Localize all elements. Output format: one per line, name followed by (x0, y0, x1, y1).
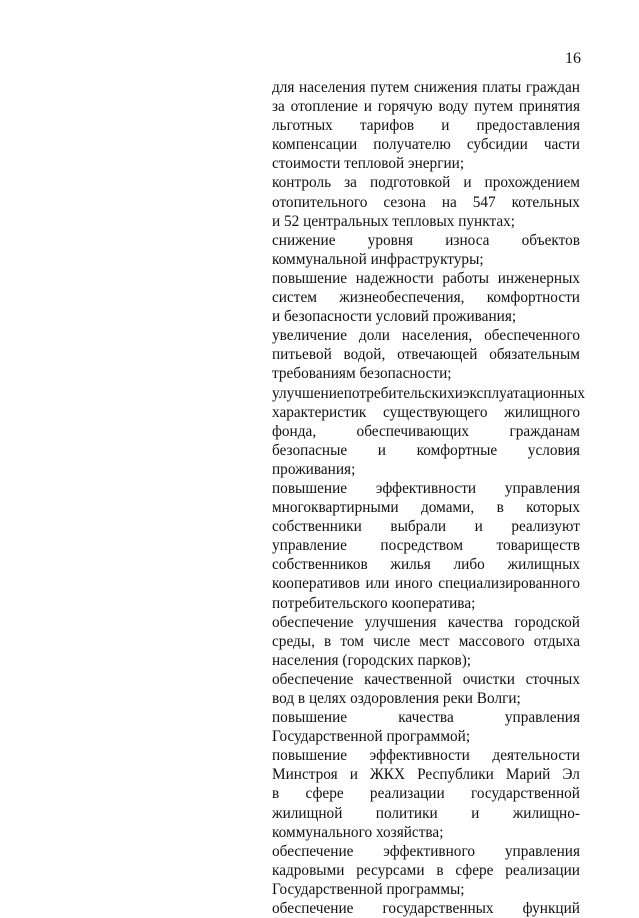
text-word: и (363, 98, 372, 116)
text-word: комфортности (486, 289, 580, 307)
text-word: населения, (401, 327, 473, 345)
text-word: в (496, 499, 504, 517)
text-word: путем (370, 79, 410, 96)
text-line (272, 804, 580, 823)
text-word: вод в целях оздоровления реки Волги; (272, 690, 521, 707)
text-word: городской (514, 613, 580, 631)
text-word: обеспечение (272, 842, 354, 860)
text-word: государственной (470, 785, 580, 803)
text-word: домами, (420, 499, 475, 517)
text-word: повышение (272, 479, 348, 497)
text-word: тарифов (359, 117, 415, 135)
text-word: и безопасности условий проживания; (272, 308, 517, 326)
text-word: посредством (380, 537, 464, 555)
text-word: улучшения (364, 613, 437, 631)
text-word: на (441, 193, 457, 211)
text-word: Эл (562, 766, 580, 784)
text-word: сфере (455, 861, 494, 879)
text-word: эксплуатационных (462, 384, 585, 402)
text-word: питьевой (272, 346, 332, 364)
text-line (272, 765, 580, 784)
text-word: либо (453, 556, 485, 574)
text-line (272, 364, 580, 383)
text-word: ЖКХ (370, 766, 405, 784)
text-word: отдыха (533, 632, 580, 650)
text-word: выбрали (390, 518, 447, 536)
text-word: предоставления (476, 117, 580, 135)
text-word: и 52 центральных тепловых пунктах; (272, 212, 516, 230)
text-word: в (272, 785, 280, 803)
text-word: эффективности (369, 747, 470, 765)
text-word: Минстроя (272, 766, 338, 784)
text-word: существующего (383, 403, 488, 421)
text-word: и (463, 174, 472, 192)
text-word: граждан (525, 79, 580, 96)
text-word: иного (395, 575, 433, 593)
text-word: обеспечивающих (356, 422, 470, 440)
text-word: управление (272, 537, 347, 555)
text-word: потребительского кооператива; (272, 594, 476, 612)
text-word: очистки (462, 670, 515, 688)
text-word: уровня (367, 231, 414, 249)
text-line (272, 403, 580, 422)
text-word: числе (373, 632, 411, 650)
body-text (272, 78, 585, 918)
text-word: прохождением (484, 174, 580, 192)
text-word: или (365, 575, 390, 593)
text-word: сточных (525, 670, 580, 688)
text-word: населения (городских парков); (272, 651, 472, 669)
text-line (272, 689, 580, 708)
text-word: обеспечение (272, 670, 354, 688)
text-word: снижения (413, 79, 478, 96)
text-line (272, 784, 580, 803)
text-line (272, 651, 580, 670)
text-word: коммунального хозяйства; (272, 823, 444, 841)
text-word: жизнеобеспечения, (339, 289, 465, 307)
text-word: за (344, 174, 357, 192)
text-line (272, 479, 580, 498)
text-word: износа (445, 231, 490, 249)
text-word: улучшение (272, 384, 344, 402)
text-word: кооперативов (272, 575, 360, 593)
text-word: гражданам (509, 422, 580, 440)
text-line (272, 307, 580, 326)
text-line (272, 555, 580, 574)
text-line (272, 594, 580, 613)
text-word: объектов (521, 231, 580, 249)
text-word: водой, (343, 346, 386, 364)
text-word: отопительного (272, 193, 368, 211)
text-word: коммунальной инфраструктуры; (272, 250, 484, 268)
text-word: реализации (369, 785, 445, 803)
text-word: и (377, 441, 386, 459)
text-word: путем (474, 98, 514, 116)
text-line (272, 212, 580, 231)
text-word: условия (527, 441, 580, 459)
text-word: собственников (272, 556, 368, 574)
text-word: фонда, (272, 422, 317, 440)
text-word: Государственной программой; (272, 728, 471, 746)
text-line (272, 154, 580, 173)
text-word: контроль (272, 174, 332, 192)
text-word: характеристик (272, 403, 367, 421)
text-word: эффективности (375, 479, 477, 497)
text-line (272, 345, 580, 364)
text-word: жилищного (504, 403, 580, 421)
text-word: принятия (518, 98, 580, 116)
text-word: сфере (305, 785, 344, 803)
text-word: и (471, 804, 480, 822)
text-word: кадровыми (272, 861, 345, 879)
text-word: увеличение (272, 327, 348, 345)
text-word: повышение (272, 269, 348, 287)
text-word: надежности (355, 269, 434, 287)
text-word: проживания; (272, 460, 356, 478)
text-word: подготовкой (369, 174, 451, 192)
text-word: управления (504, 709, 580, 727)
text-word: требованиям безопасности; (272, 365, 452, 383)
text-word: в (324, 632, 332, 650)
text-line (272, 899, 580, 918)
text-line (272, 78, 580, 97)
text-line (272, 880, 580, 899)
text-word: управления (504, 479, 580, 497)
text-word: которых (526, 499, 580, 517)
text-word: компенсации (272, 136, 358, 154)
text-word: комфортные (416, 441, 498, 459)
text-word: за (272, 98, 285, 116)
text-word: и (441, 117, 450, 135)
text-word: части (543, 136, 580, 154)
text-word: деятельности (492, 747, 580, 765)
text-word: управления (504, 842, 580, 860)
text-word: льготных (272, 117, 333, 135)
text-line (272, 173, 580, 192)
text-word: безопасные (272, 441, 348, 459)
text-line (272, 708, 580, 727)
text-line (272, 727, 580, 746)
text-word: обеспеченного (484, 327, 580, 345)
text-word: котельных (511, 193, 580, 211)
text-line (272, 574, 580, 593)
text-line (272, 746, 580, 765)
text-word: доли (358, 327, 390, 345)
text-word: среды, (272, 632, 315, 650)
text-word: жилищной (272, 804, 343, 822)
text-word: и (454, 384, 463, 402)
text-line (272, 193, 580, 212)
text-word: для (272, 79, 295, 96)
text-word: платы (482, 79, 522, 96)
text-word: Марий (505, 766, 551, 784)
text-word: собственники (272, 518, 362, 536)
text-word: государственных (382, 900, 494, 918)
text-word: сезона (383, 193, 426, 211)
text-word: политики (375, 804, 438, 822)
text-word: товариществ (496, 537, 580, 555)
text-word: реализации (505, 861, 580, 879)
text-word: повышение (272, 709, 348, 727)
text-word: отопление (290, 98, 358, 116)
text-word: воду (438, 98, 469, 116)
text-line (272, 842, 580, 861)
text-word: эффективного (383, 842, 475, 860)
text-line (272, 250, 580, 269)
text-line (272, 441, 580, 460)
text-word: функций (522, 900, 580, 918)
text-line (272, 116, 580, 135)
text-word: качественной (364, 670, 452, 688)
text-line (272, 861, 580, 880)
text-line (272, 231, 580, 250)
text-word: получателю (373, 136, 451, 154)
text-line (272, 269, 580, 288)
text-word: жилищно- (512, 804, 580, 822)
text-word: инженерных (497, 269, 580, 287)
text-word: повышение (272, 747, 348, 765)
text-line (272, 517, 580, 536)
text-line (272, 422, 580, 441)
text-word: качества (398, 709, 454, 727)
text-line (272, 536, 580, 555)
text-word: реализуют (511, 518, 580, 536)
text-word: и (474, 518, 483, 536)
text-word: потребительских (343, 384, 455, 402)
text-word: 547 (472, 193, 496, 211)
text-word: систем (272, 289, 317, 307)
text-word: населения (299, 79, 366, 96)
text-word: снижение (272, 231, 336, 249)
text-word: ресурсами (356, 861, 425, 879)
text-word: субсидии (466, 136, 528, 154)
text-line (272, 135, 580, 154)
text-word: горячую (377, 98, 433, 116)
text-word: жилищных (507, 556, 580, 574)
text-line (272, 670, 580, 689)
text-line (272, 632, 580, 651)
text-line (272, 384, 585, 403)
text-word: массового (458, 632, 525, 650)
text-line (272, 97, 580, 116)
text-word: стоимости тепловой энергии; (272, 155, 465, 173)
text-word: обеспечение (272, 613, 354, 631)
text-word: отвечающей (397, 346, 478, 364)
text-line (272, 613, 580, 632)
text-line (272, 498, 580, 517)
text-word: работы (442, 269, 490, 287)
text-word: том (340, 632, 364, 650)
text-word: и (349, 766, 358, 784)
text-word: Республики (417, 766, 494, 784)
text-word: обязательным (489, 346, 580, 364)
text-word: жилья (390, 556, 431, 574)
text-line (272, 288, 580, 307)
text-word: в (436, 861, 444, 879)
text-word: обеспечение (272, 900, 354, 918)
text-word: Государственной программы; (272, 880, 465, 898)
page-number: 16 (565, 50, 581, 67)
text-line (272, 326, 580, 345)
text-word: специализированного (438, 575, 580, 593)
text-word: многоквартирными (272, 499, 399, 517)
text-line (272, 460, 580, 479)
text-word: мест (419, 632, 450, 650)
text-word: качества (447, 613, 504, 631)
text-line (272, 823, 580, 842)
